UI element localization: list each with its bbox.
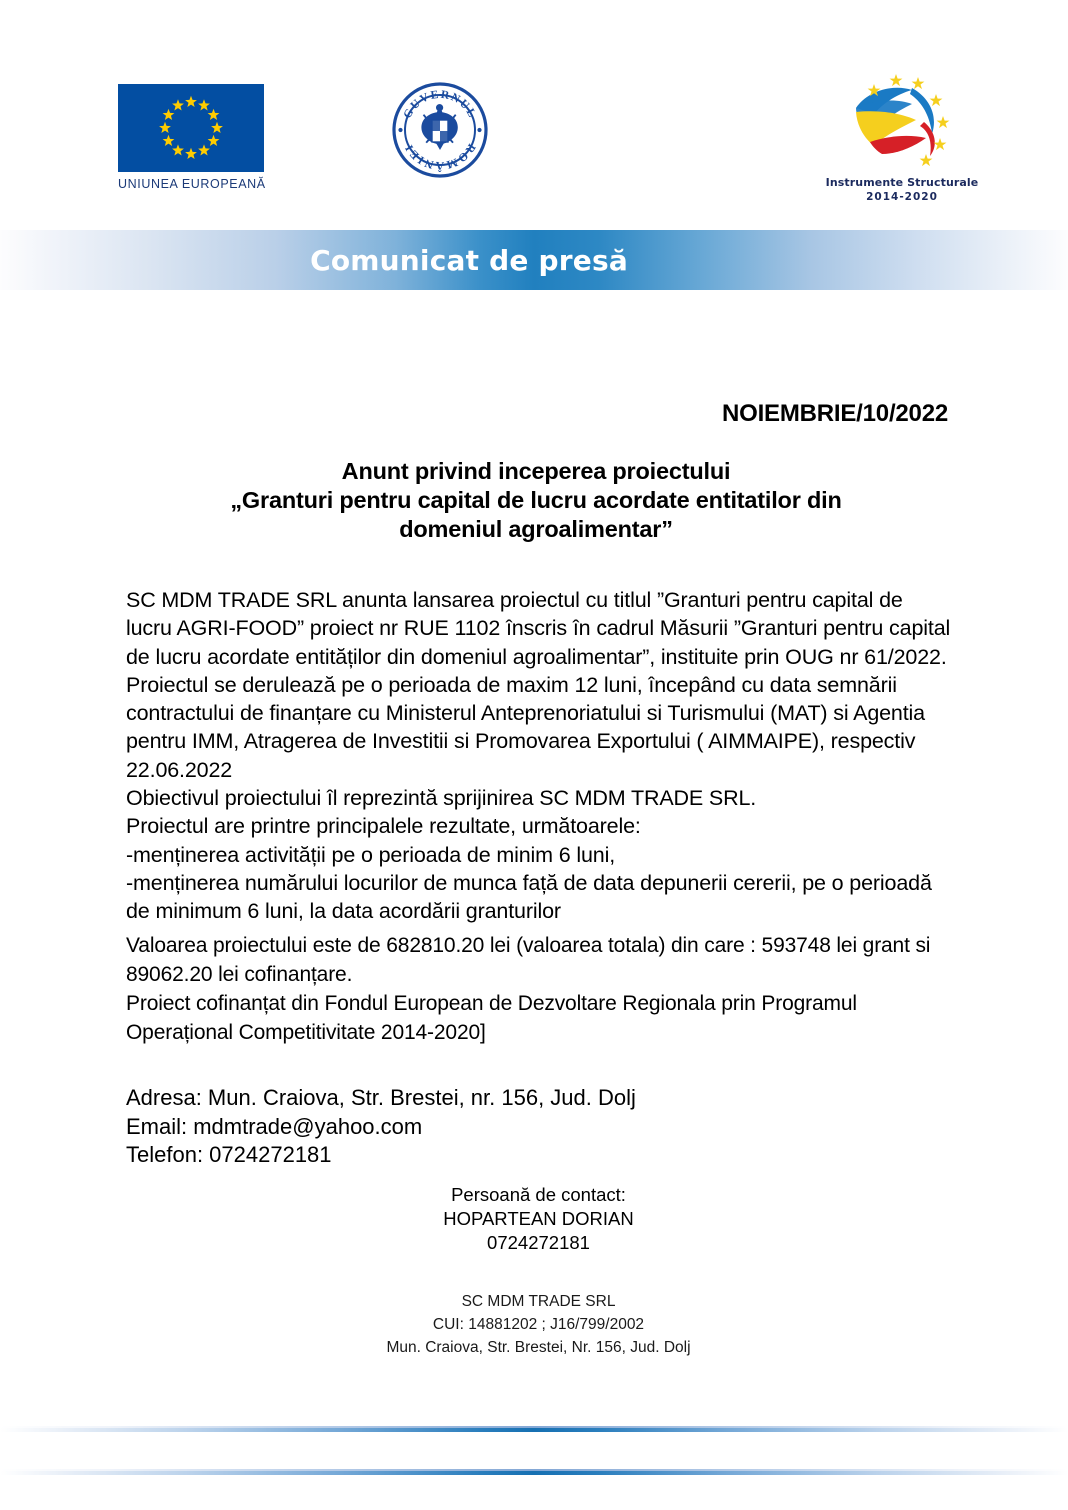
eu-star-icon	[172, 99, 184, 110]
structural-instruments-logo	[812, 64, 992, 209]
page-title-line-2: „Granturi pentru capital de lucru acordate entitatilor din	[230, 487, 842, 513]
eu-star-icon	[172, 144, 184, 155]
romania-seal-icon	[392, 82, 488, 178]
structural-instruments-icon	[812, 64, 992, 176]
press-release-banner	[0, 230, 1068, 290]
svg-text:GUVERNUL: GUVERNUL	[401, 88, 479, 121]
european-union-logo	[118, 84, 264, 191]
government-of-romania-logo	[392, 82, 488, 178]
eu-star-icon	[208, 109, 220, 120]
structural-instruments-caption	[812, 176, 992, 204]
banner-title: Comunicat de presă	[310, 243, 628, 277]
page-title	[126, 457, 946, 544]
eu-star-icon	[163, 109, 175, 120]
eu-star-icon	[208, 135, 220, 146]
contact-person-block: Persoană de contact: HOPARTEAN DORIAN 0724272181	[443, 1184, 634, 1253]
eu-star-icon	[159, 122, 171, 133]
paragraph-project-value: Valoarea proiectului este de 682810.20 lei (valoarea totala) din care : 593748 lei grant si 89062.20 lei cofinanțare.	[126, 934, 931, 986]
company-legal-block: SC MDM TRADE SRL CUI: 14881202 ; J16/799/2002 Mun. Craiova, Str. Brestei, Nr. 156, Jud. Dolj	[386, 1293, 691, 1356]
eu-star-icon	[211, 122, 223, 133]
eu-star-icon	[185, 148, 197, 159]
structural-instruments-years: 2014-2020	[866, 191, 938, 203]
address-block: Adresa: Mun. Craiova, Str. Brestei, nr. 156, Jud. Dolj Email: mdmtrade@yahoo.com Telefon: 0724272181	[126, 1085, 636, 1167]
eu-star-icon	[163, 135, 175, 146]
paragraph-project-description: SC MDM TRADE SRL anunta lansarea proiectul cu titlul ”Granturi pentru capital de lucru AGRI-FOOD” proiect nr RUE 1102 înscris în cadrul Măsurii ”Granturi pentru capital de lucru acordate entităților din domeniul agroalimentar”, instituite prin OUG nr 61/2022. Proiectul se derulează pe o perioada de maxim 12 luni, începând cu data semnării contractului de finanțare cu Ministerul Anteprenoriatului si Turismului (MAT) si Agentia pentru IMM, Atragerea de Investitii si Promovarea Exportului ( AIMMAIPE), respectiv 22.06.2022 Obiectivul proiectului îl reprezintă sprijinirea SC MDM TRADE SRL. Proiectul are printre principalele rezultate, următoarele: -menținerea activității pe o perioada de minim 6 luni, -menținerea numărului locurilor de munca față de data depunerii cererii, pe o perioadă de minimum 6 luni, la data acordării granturilor	[126, 588, 951, 924]
eu-star-icon	[198, 99, 210, 110]
svg-text:ROMÂNIEI: ROMÂNIEI	[402, 141, 478, 172]
eu-stars-icon	[118, 84, 264, 172]
footer-divider-bottom	[0, 1471, 1068, 1475]
eu-star-icon	[185, 96, 197, 107]
eu-flag-icon	[118, 84, 264, 172]
footer-divider-top	[0, 1428, 1068, 1432]
eu-logo-caption: UNIUNEA EUROPEANĂ	[118, 177, 266, 191]
page-title-line-3: domeniul agroalimentar”	[399, 516, 673, 542]
structural-instruments-name: Instrumente Structurale	[825, 176, 979, 189]
header-logo-band	[0, 0, 1068, 228]
page-title-line-1: Anunt privind inceperea proiectului	[341, 458, 731, 484]
eu-star-icon	[198, 144, 210, 155]
paragraph-cofinancing: Proiect cofinanțat din Fondul European de Dezvoltare Regionala prin Programul Operațional Competitivitate 2014-2020]	[126, 992, 857, 1044]
document-date: NOIEMBRIE/10/2022	[721, 400, 948, 427]
